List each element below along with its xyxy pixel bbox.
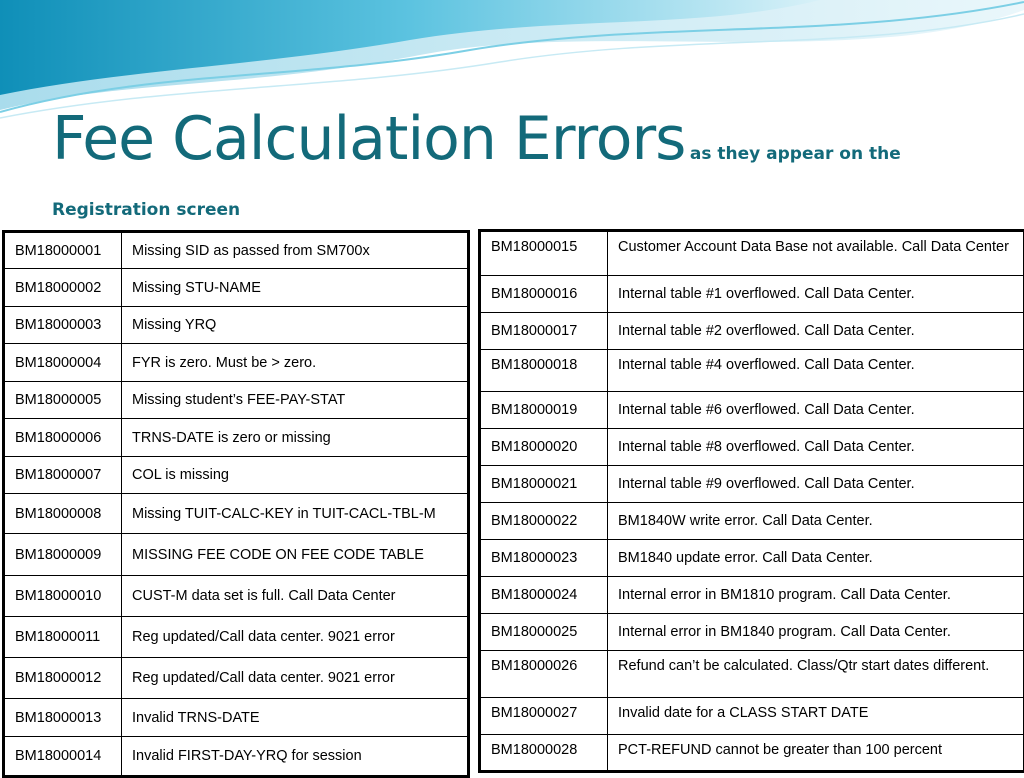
table-row [480, 540, 1024, 577]
error-code: BM18000008 [4, 494, 122, 534]
title-main: Fee Calculation Errors [52, 104, 686, 174]
error-code: BM18000009 [4, 534, 122, 576]
error-message: Internal table #1 overflowed. Call Data Center. [608, 276, 1024, 313]
error-code: BM18000015 [480, 231, 608, 276]
error-code: BM18000011 [4, 617, 122, 658]
error-code: BM18000019 [480, 392, 608, 429]
title-sub-part1: as they appear on the [689, 144, 901, 164]
error-code: BM18000020 [480, 429, 608, 466]
slide-title [52, 100, 1012, 220]
error-code: BM18000028 [480, 735, 608, 772]
table-row [480, 735, 1024, 772]
table-row [480, 392, 1024, 429]
error-code: BM18000004 [4, 344, 122, 382]
error-message: Missing STU-NAME [122, 269, 469, 307]
table-row [4, 307, 469, 344]
error-message: Reg updated/Call data center. 9021 error [122, 617, 469, 658]
table-row [4, 699, 469, 737]
error-code: BM18000025 [480, 614, 608, 651]
error-code: BM18000017 [480, 313, 608, 350]
error-code: BM18000013 [4, 699, 122, 737]
error-message: Missing SID as passed from SM700x [122, 232, 469, 269]
error-message: TRNS-DATE is zero or missing [122, 419, 469, 457]
table-row [4, 617, 469, 658]
table-row [4, 576, 469, 617]
error-code: BM18000021 [480, 466, 608, 503]
error-message: BM1840W write error. Call Data Center. [608, 503, 1024, 540]
error-message: Customer Account Data Base not available. Call Data Center [608, 231, 1024, 276]
table-row [480, 313, 1024, 350]
error-code: BM18000002 [4, 269, 122, 307]
table-row [480, 614, 1024, 651]
error-message: Missing YRQ [122, 307, 469, 344]
error-message: Reg updated/Call data center. 9021 error [122, 658, 469, 699]
error-message: CUST-M data set is full. Call Data Center [122, 576, 469, 617]
table-row [480, 698, 1024, 735]
error-message: Internal table #8 overflowed. Call Data Center. [608, 429, 1024, 466]
table-row [4, 382, 469, 419]
error-message: BM1840 update error. Call Data Center. [608, 540, 1024, 577]
error-code: BM18000026 [480, 651, 608, 698]
error-message: Internal error in BM1810 program. Call Data Center. [608, 577, 1024, 614]
table-row [4, 658, 469, 699]
table-row [480, 276, 1024, 313]
error-code: BM18000027 [480, 698, 608, 735]
table-row [4, 494, 469, 534]
table-row [480, 231, 1024, 276]
table-row [4, 534, 469, 576]
title-sub-part2: Registration screen [52, 200, 241, 220]
error-code: BM18000003 [4, 307, 122, 344]
error-code: BM18000010 [4, 576, 122, 617]
table-row [4, 344, 469, 382]
table-row [480, 429, 1024, 466]
error-code: BM18000018 [480, 350, 608, 392]
table-row [4, 737, 469, 777]
error-message: Missing TUIT-CALC-KEY in TUIT-CACL-TBL-M [122, 494, 469, 534]
error-code: BM18000014 [4, 737, 122, 777]
error-message: MISSING FEE CODE ON FEE CODE TABLE [122, 534, 469, 576]
table-row [4, 232, 469, 269]
error-message: Missing student’s FEE-PAY-STAT [122, 382, 469, 419]
table-row [480, 466, 1024, 503]
error-message: Internal table #6 overflowed. Call Data Center. [608, 392, 1024, 429]
error-code: BM18000001 [4, 232, 122, 269]
error-code: BM18000012 [4, 658, 122, 699]
error-table-right [478, 229, 1024, 773]
table-row [4, 457, 469, 494]
error-code: BM18000007 [4, 457, 122, 494]
error-code: BM18000022 [480, 503, 608, 540]
table-row [480, 350, 1024, 392]
error-message: FYR is zero. Must be > zero. [122, 344, 469, 382]
table-row [480, 503, 1024, 540]
error-message: Invalid date for a CLASS START DATE [608, 698, 1024, 735]
error-message: Refund can’t be calculated. Class/Qtr start dates different. [608, 651, 1024, 698]
error-message: Internal table #2 overflowed. Call Data Center. [608, 313, 1024, 350]
error-message: Internal table #9 overflowed. Call Data Center. [608, 466, 1024, 503]
table-row [4, 269, 469, 307]
error-code: BM18000016 [480, 276, 608, 313]
error-message: Invalid FIRST-DAY-YRQ for session [122, 737, 469, 777]
error-code: BM18000023 [480, 540, 608, 577]
table-row [480, 577, 1024, 614]
error-message: Invalid TRNS-DATE [122, 699, 469, 737]
error-code: BM18000005 [4, 382, 122, 419]
error-message: PCT-REFUND cannot be greater than 100 percent [608, 735, 1024, 772]
table-row [480, 651, 1024, 698]
error-message: Internal table #4 overflowed. Call Data Center. [608, 350, 1024, 392]
error-message: Internal error in BM1840 program. Call Data Center. [608, 614, 1024, 651]
error-code: BM18000006 [4, 419, 122, 457]
error-table-left [2, 230, 470, 778]
error-code: BM18000024 [480, 577, 608, 614]
table-row [4, 419, 469, 457]
error-message: COL is missing [122, 457, 469, 494]
